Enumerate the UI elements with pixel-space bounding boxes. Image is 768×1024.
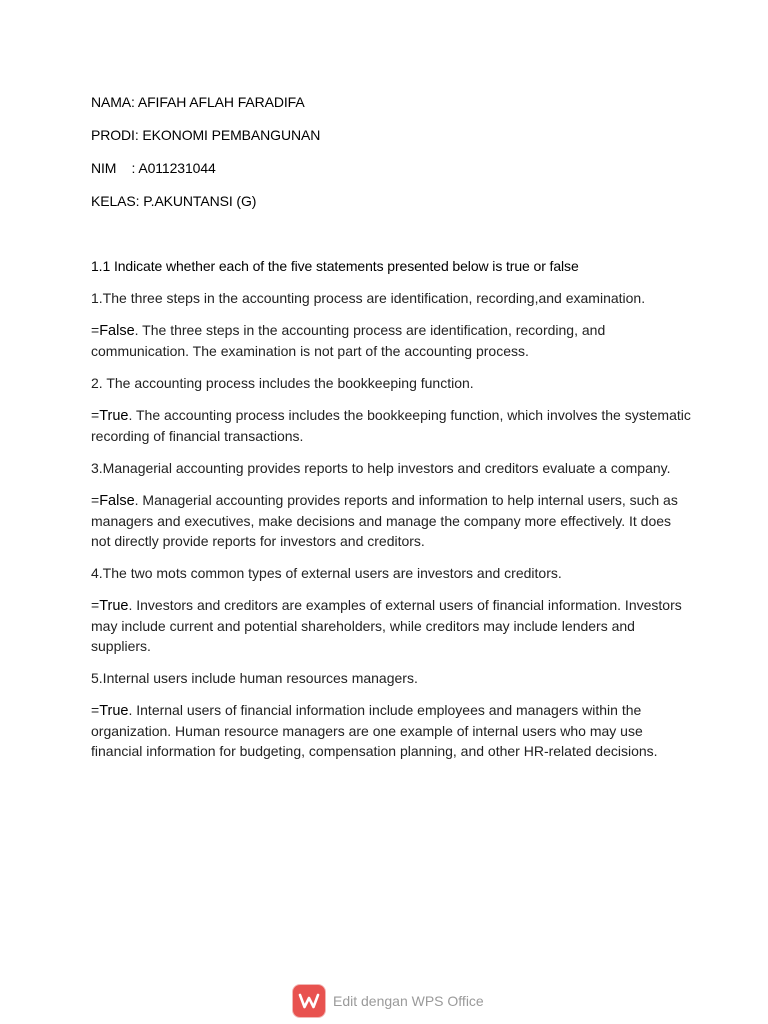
explanation-3: . Managerial accounting provides reports and information to help internal users, such as managers and executives, make decisions and manage the company more effectively. It does not directly provide reports for investors and creditors. — [91, 492, 678, 549]
statement-3: 3.Managerial accounting provides reports to help investors and creditors evaluate a company. — [91, 460, 671, 476]
question-heading: 1.1 Indicate whether each of the five statements presented below is true or false — [91, 258, 579, 274]
document-page — [91, 92, 691, 773]
verdict-3: False — [99, 493, 135, 509]
explanation-5: . Internal users of financial information include employees and managers within the organization. Human resource managers are one example of internal users who may use financial information for budgeting, compensation planning, and other HR-related decisions. — [91, 702, 658, 759]
wps-edit-link[interactable] — [293, 984, 484, 1018]
answer-5 — [91, 700, 691, 761]
explanation-4: . Investors and creditors are examples of external users of financial information. Investors may include current and potential shareholders, while creditors may include lenders and suppliers. — [91, 597, 682, 654]
verdict-4: True — [99, 598, 129, 614]
answer-1 — [91, 320, 691, 361]
explanation-1: . The three steps in the accounting process are identification, recording, and communication. The examination is not part of the accounting process. — [91, 322, 606, 359]
answer-prefix: = — [91, 322, 100, 338]
student-name: NAMA: AFIFAH AFLAH FARADIFA — [91, 94, 305, 110]
statement-5: 5.Internal users include human resources managers. — [91, 670, 418, 686]
statement-2: 2. The accounting process includes the bookkeeping function. — [91, 375, 474, 391]
answer-prefix: = — [91, 407, 100, 423]
statement-4: 4.The two mots common types of external users are investors and creditors. — [91, 565, 562, 581]
answer-4 — [91, 595, 691, 656]
explanation-2: . The accounting process includes the bookkeeping function, which involves the systematic recording of financial transactions. — [91, 407, 691, 444]
statement-1: 1.The three steps in the accounting process are identification, recording,and examination. — [91, 290, 646, 306]
student-id: NIM : A011231044 — [91, 160, 216, 176]
answer-2 — [91, 405, 691, 446]
verdict-2: True — [99, 408, 129, 424]
answer-3 — [91, 490, 691, 551]
answer-prefix: = — [91, 597, 100, 613]
study-program: PRODI: EKONOMI PEMBANGUNAN — [91, 127, 321, 143]
verdict-5: True — [99, 703, 129, 719]
wps-office-logo-icon — [293, 985, 325, 1017]
answer-prefix: = — [91, 492, 100, 508]
spacer — [91, 224, 691, 256]
answer-prefix: = — [91, 702, 100, 718]
class-name: KELAS: P.AKUNTANSI (G) — [91, 193, 257, 209]
verdict-1: False — [99, 323, 135, 339]
wps-edit-label[interactable]: Edit dengan WPS Office — [333, 993, 484, 1009]
